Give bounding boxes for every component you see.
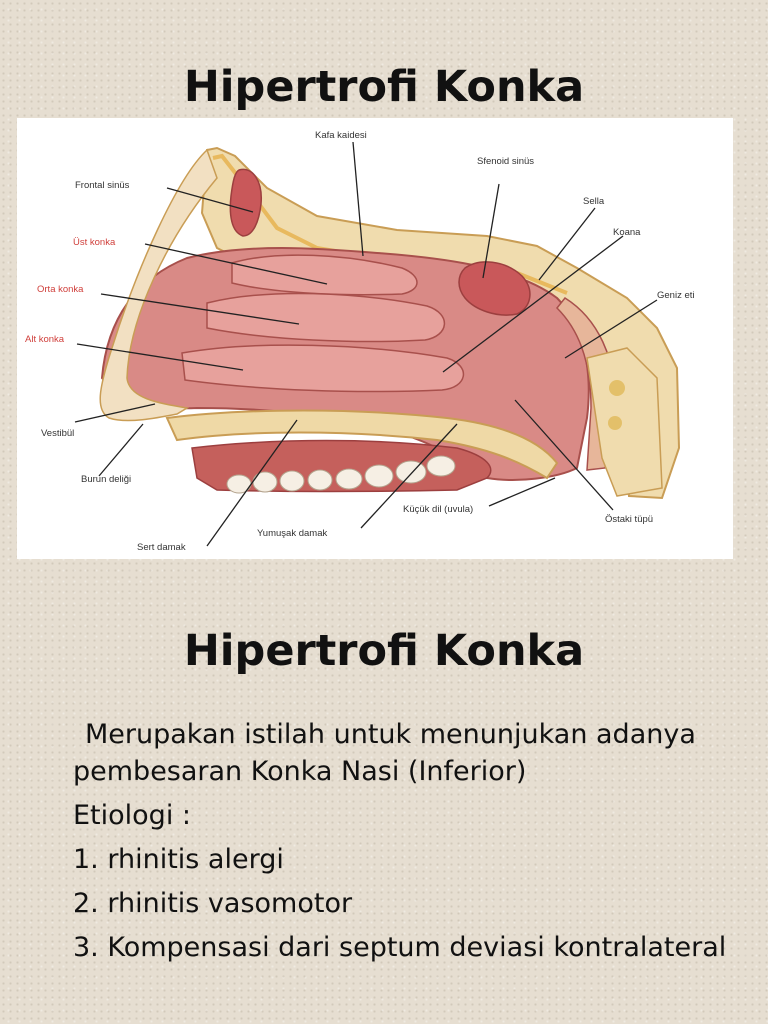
label-frontal-sinus: Frontal sinüs [75,180,130,191]
label-ust-konka: Üst konka [73,237,116,248]
slide-title: Hipertrofi Konka [183,62,585,112]
list-item: 1. rhinitis alergi [73,844,284,875]
label-ostaki-tupu: Östaki tüpü [605,514,654,525]
label-orta-konka: Orta konka [37,284,84,295]
label-sella: Sella [583,196,605,207]
label-sfenoid-sinus: Sfenoid sinüs [477,156,535,167]
list-item: 3. Kompensasi dari septum deviasi kontralateral [73,932,727,963]
label-kucuk-dil: Küçük dil (uvula) [403,504,474,515]
slide-body [73,716,743,973]
intro-paragraph: Merupakan istilah untuk menunjukan adanya pembesaran Konka Nasi (Inferior) [73,719,696,787]
label-sert-damak: Sert damak [137,542,186,553]
label-alt-konka: Alt konka [25,334,65,345]
nasal-anatomy-figure [17,118,733,559]
label-burun-deligi: Burun deliği [81,474,132,485]
label-yumusak-damak: Yumuşak damak [257,528,328,539]
list-item: 2. rhinitis vasomotor [73,888,353,919]
label-koana: Koana [613,227,641,238]
label-kafa-kaidesi: Kafa kaidesi [315,130,367,141]
etiologi-heading: Etiologi : [73,800,192,831]
section-title: Hipertrofi Konka [183,626,585,676]
label-vestibul: Vestibül [41,428,75,439]
label-geniz-eti: Geniz eti [657,290,695,301]
